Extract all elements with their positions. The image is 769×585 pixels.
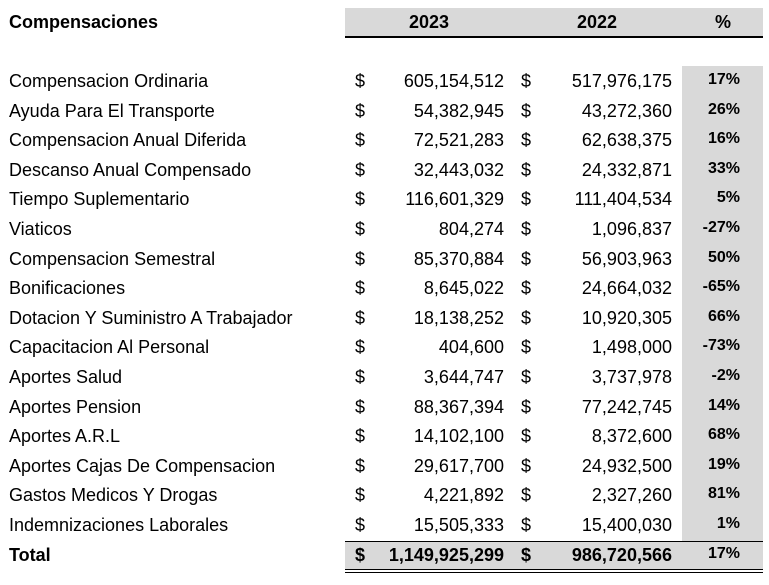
currency-symbol: $ [355,100,366,121]
value-2023: 4,221,892 [423,485,504,506]
value-2023: 8,645,022 [423,278,504,299]
currency-symbol: $ [521,515,532,535]
table-row [0,452,769,482]
value-2023: 605,154,512 [403,71,504,91]
percent-change: 68% [707,426,740,444]
value-2022: 8,372,600 [591,426,672,447]
currency-symbol: $ [355,455,366,476]
table-row [0,185,769,215]
currency-symbol: $ [355,396,366,417]
value-2022: 77,242,745 [581,396,672,417]
value-2022: 24,332,871 [581,159,672,180]
percent-change: 17% [707,71,740,88]
total-label: Total [9,545,51,565]
currency-symbol: $ [355,130,366,151]
currency-symbol: $ [355,189,366,210]
value-2022: 56,903,963 [581,248,672,269]
currency-symbol: $ [355,545,366,565]
value-2023: 3,644,747 [423,367,504,387]
currency-symbol: $ [521,426,532,447]
value-2022: 24,932,500 [581,455,672,476]
table-title: Compensaciones [9,12,159,32]
row-label: Tiempo Suplementario [9,189,190,210]
header-underline [345,36,763,38]
value-2023: 88,367,394 [413,396,504,417]
currency-symbol: $ [521,130,532,151]
table-row [0,363,769,393]
percent-change: 1% [716,515,740,532]
value-2023: 404,600 [438,337,504,358]
value-2023: 14,102,100 [413,426,504,447]
table-row [0,333,769,363]
value-2022: 62,638,375 [581,130,672,151]
currency-symbol: $ [521,545,532,565]
value-2022: 517,976,175 [571,71,672,91]
total-value-2022: 986,720,566 [571,545,672,565]
percent-change: 81% [707,485,740,503]
value-2023: 15,505,333 [413,515,504,535]
value-2022: 1,498,000 [591,337,672,358]
currency-symbol: $ [355,219,366,239]
currency-symbol: $ [355,248,366,269]
row-label: Aportes A.R.L [9,426,121,447]
table-row [0,215,769,245]
currency-symbol: $ [521,337,532,358]
value-2023: 116,601,329 [405,189,504,210]
table-row [0,393,769,423]
row-label: Viaticos [9,219,72,239]
percent-change: 26% [707,100,740,118]
value-2022: 24,664,032 [581,278,672,299]
row-label: Gastos Medicos Y Drogas [9,485,218,506]
currency-symbol: $ [521,367,532,387]
currency-symbol: $ [521,159,532,180]
currency-symbol: $ [521,278,532,299]
table-row [0,304,769,334]
value-2022: 2,327,260 [591,485,672,506]
row-label: Aportes Cajas De Compensacion [9,455,276,476]
row-label: Indemnizaciones Laborales [9,515,229,535]
total-value-2023: 1,149,925,299 [388,545,504,565]
percent-change: 16% [707,130,740,148]
value-2023: 72,521,283 [413,130,504,151]
percent-change: -27% [702,219,740,236]
row-label: Compensacion Anual Diferida [9,130,247,151]
percent-change: 19% [707,455,740,473]
row-label: Compensacion Ordinaria [9,71,209,91]
currency-symbol: $ [521,455,532,476]
total-percent: 17% [707,545,740,562]
column-header-percent: % [715,12,732,32]
table-row [0,481,769,511]
table-row [0,156,769,186]
value-2022: 3,737,978 [591,367,672,387]
value-2022: 111,404,534 [574,189,672,210]
total-row [0,541,769,571]
percent-change: 50% [707,248,740,266]
column-header-2023: 2023 [409,12,450,32]
table-row [0,274,769,304]
row-label: Descanso Anual Compensado [9,159,252,180]
value-2023: 804,274 [438,219,504,239]
table-row [0,97,769,127]
row-label: Compensacion Semestral [9,248,216,269]
value-2022: 43,272,360 [581,100,672,121]
currency-symbol: $ [355,426,366,447]
currency-symbol: $ [355,485,366,506]
currency-symbol: $ [521,248,532,269]
percent-change: 33% [707,159,740,177]
value-2022: 15,400,030 [581,515,672,535]
row-label: Bonificaciones [9,278,126,299]
currency-symbol: $ [521,396,532,417]
currency-symbol: $ [355,159,366,180]
value-2022: 10,920,305 [581,307,672,328]
value-2022: 1,096,837 [591,219,672,239]
currency-symbol: $ [521,485,532,506]
table-row [0,511,769,541]
row-label: Capacitacion Al Personal [9,337,210,358]
total-double-underline-2 [345,572,763,573]
header-band [345,8,763,36]
percent-change: 14% [707,396,740,414]
row-label: Aportes Pension [9,396,142,417]
table-row [0,422,769,452]
row-label: Dotacion Y Suministro A Trabajador [9,307,293,328]
currency-symbol: $ [355,71,366,91]
currency-symbol: $ [521,189,532,210]
currency-symbol: $ [521,71,532,91]
percent-change: 66% [707,307,740,325]
currency-symbol: $ [355,307,366,328]
row-label: Aportes Salud [9,367,123,387]
percent-change: 5% [716,189,740,207]
currency-symbol: $ [355,337,366,358]
table-row [0,67,769,97]
currency-symbol: $ [355,515,366,535]
table-row [0,245,769,275]
value-2023: 85,370,884 [413,248,504,269]
currency-symbol: $ [521,100,532,121]
percent-change: -2% [711,367,740,384]
value-2023: 29,617,700 [413,455,504,476]
value-2023: 32,443,032 [413,159,504,180]
currency-symbol: $ [521,219,532,239]
currency-symbol: $ [355,367,366,387]
column-header-2022: 2022 [577,12,618,32]
percent-change: -65% [702,278,740,296]
value-2023: 18,138,252 [413,307,504,328]
value-2023: 54,382,945 [413,100,504,121]
table-row [0,126,769,156]
row-label: Ayuda Para El Transporte [9,100,215,121]
currency-symbol: $ [355,278,366,299]
percent-change: -73% [702,337,740,355]
currency-symbol: $ [521,307,532,328]
